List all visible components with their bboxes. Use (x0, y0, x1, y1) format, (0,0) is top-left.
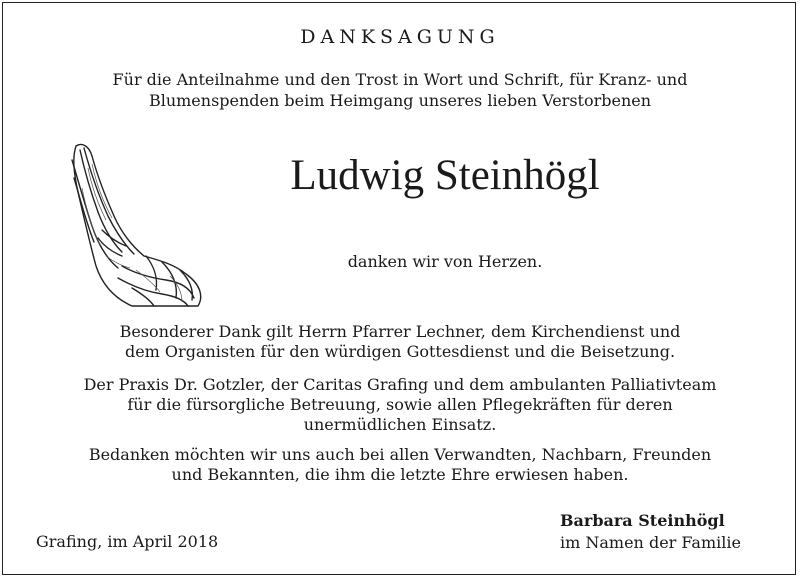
paragraph-line: Bedanken möchten wir uns auch bei allen Verwandten, Nachbarn, Freunden (88, 445, 712, 464)
notice-heading: DANKSAGUNG (300, 26, 500, 48)
paragraph-line: dem Organisten für den würdigen Gottesdienst und die Beisetzung. (124, 342, 676, 361)
intro-line: Blumenspenden beim Heimgang unseres lieben Verstorbenen (148, 91, 652, 110)
intro-text (0, 69, 800, 111)
signature-block (560, 510, 741, 554)
paragraph-line: Besonderer Dank gilt Herrn Pfarrer Lechner, dem Kirchendienst und (119, 322, 681, 341)
praying-hands-icon (62, 138, 212, 310)
thanks-line: danken wir von Herzen. (347, 252, 543, 271)
thanks-paragraph (20, 445, 780, 485)
deceased-name: Ludwig Steinhögl (290, 152, 600, 199)
thanks-paragraph (20, 375, 780, 435)
paragraph-line: Der Praxis Dr. Gotzler, der Caritas Grafing und dem ambulanten Palliativteam (83, 375, 717, 394)
paragraph-line: und Bekannten, die ihm die letzte Ehre erwiesen haben. (171, 465, 629, 484)
place-date: Grafing, im April 2018 (36, 532, 219, 551)
thanks-paragraph (20, 322, 780, 362)
paragraph-line: für die fürsorgliche Betreuung, sowie allen Pflegekräften für deren (127, 395, 673, 414)
intro-line: Für die Anteilnahme und den Trost in Wort und Schrift, für Kranz- und (112, 70, 688, 89)
signature-name: Barbara Steinhögl (560, 511, 725, 530)
signature-role: im Namen der Familie (560, 533, 741, 552)
paragraph-line: unermüdlichen Einsatz. (303, 415, 497, 434)
